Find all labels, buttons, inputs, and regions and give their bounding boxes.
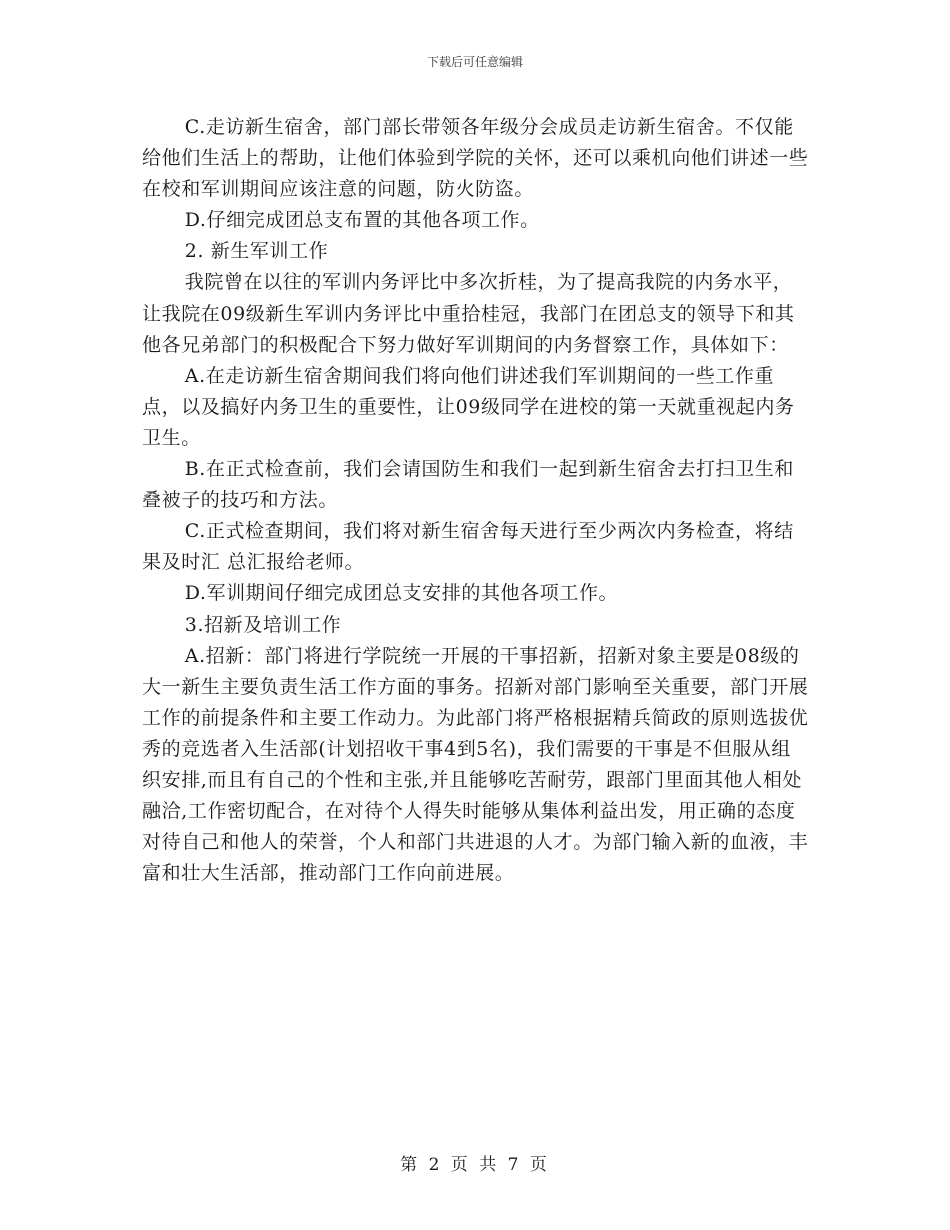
paragraph-item-a: A.在走访新生宿舍期间我们将向他们讲述我们军训期间的一些工作重点，以及搞好内务卫生的重要性，让09级同学在进校的第一天就重视起内务卫生。: [142, 364, 795, 449]
paragraph-other-tasks: D.仔细完成团总支布置的其他各项工作。: [184, 209, 540, 232]
header-note: 下载后可任意编辑: [426, 55, 523, 69]
paragraph-item-b: B.在正式检查前，我们会请国防生和我们一起到新生宿舍去打扫卫生和叠被子的技巧和方法。: [142, 458, 794, 512]
section-heading-recruitment: 3.招新及培训工作: [184, 613, 342, 636]
page-number: 第 2 页 共 7 页: [400, 1155, 550, 1175]
paragraph-item-c: C.正式检查期间，我们将对新生宿舍每天进行至少两次内务检查，将结果及时汇 总汇报给老师。: [142, 520, 794, 574]
paragraph-visit-dorms: C.走访新生宿舍，部门部长带领各年级分会成员走访新生宿舍。不仅能给他们生活上的帮助，让他们体验到学院的关怀，还可以乘机向他们讲述一些在校和军训期间应该注意的问题，防火防盗。: [142, 116, 809, 201]
paragraph-training-intro: 我院曾在以往的军训内务评比中多次折桂，为了提高我院的内务水平，让我院在09级新生军训内务评比中重拾桂冠，我部门在团总支的领导下和其他各兄弟部门的积极配合下努力做好军训期间的内务督察工作，具体如下：: [142, 271, 795, 356]
section-heading-military-training: 2. 新生军训工作: [184, 240, 329, 263]
paragraph-recruitment: A.招新：部门将进行学院统一开展的干事招新，招新对象主要是08级的大一新生主要负责生活工作方面的事务。招新对部门影响至关重要，部门开展工作的前提条件和主要工作动力。为此部门将严格根据精兵简政的原则选拔优秀的竞选者入生活部(计划招收干事4到5名)，我们需要的干事是不但服从组织安排,而且有自己的个性和主张,并且能够吃苦耐劳，跟部门里面其他人相处融洽,工作密切配合，在对待个人得失时能够从集体利益出发，用正确的态度对待自己和他人的荣誉，个人和部门共进退的人才。为部门输入新的血液，丰富和壮大生活部，推动部门工作向前进展。: [142, 644, 809, 885]
document-body: [142, 112, 810, 889]
paragraph-item-d: D.军训期间仔细完成团总支安排的其他各项工作。: [184, 582, 619, 605]
